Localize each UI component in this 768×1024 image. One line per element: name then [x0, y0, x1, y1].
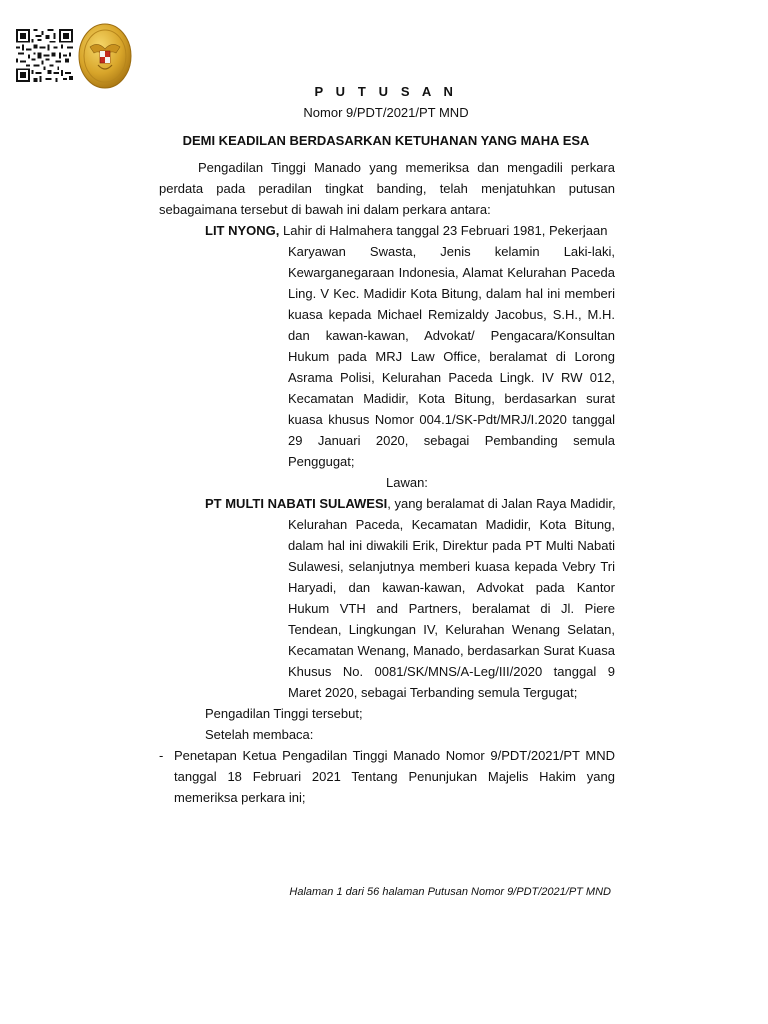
party1-details: Karyawan Swasta, Jenis kelamin Laki-laki, Kewarganegaraan Indonesia, Alamat Kelurahan Paceda Ling. V Kec. Madidir Kota Bitung, dalam hal ini memberi kuasa kepada Michael Remizaldy Jacobus, S.H., M.H. dan kawan-kawan, Advokat/ Pengacara/Konsultan Hukum pada MRJ Law Office, beralamat di Lorong Asrama Polisi, Kelurahan Paceda Lingk. IV RW 012, Kecamatan Madidir, Kota Bitung, berdasarkan surat kuasa khusus Nomor 004.1/SK-Pdt/MRJ/I.2020 tanggal 29 Januari 2020, sebagai Pembanding semula Penggugat; [288, 244, 615, 469]
qr-code-icon [16, 29, 73, 82]
party2-first-line: , yang beralamat di Jalan Raya Madidir, [387, 496, 616, 511]
lawan-label: Lawan: [386, 475, 428, 490]
party1-name: LIT NYONG, [205, 223, 280, 238]
page-footer: Halaman 1 dari 56 halaman Putusan Nomor 9/PDT/2021/PT MND [289, 886, 611, 898]
intro-paragraph: Pengadilan Tinggi Manado yang memeriksa dan mengadili perkara perdata pada peradilan tingkat banding, telah menjatuhkan putusan sebagaimana tersebut di bawah ini dalam perkara antara: [159, 160, 615, 217]
party2-name: PT MULTI NABATI SULAWESI [205, 496, 388, 511]
party2-details: Kelurahan Paceda, Kecamatan Madidir, Kota Bitung, dalam hal ini diwakili Erik, Direktur pada PT Multi Nabati Sulawesi, selanjutnya memberi kuasa kepada Vebry Tri Haryadi, dan kawan-kawan, Advokat pada Kantor Hukum VTH and Partners, beralamat di Jl. Piere Tendean, Lingkungan IV, Kelurahan Wenang Selatan, Kecamatan Wenang, Manado, berdasarkan Surat Kuasa Khusus No. 0081/SK/MNS/A-Leg/III/2020 tanggal 9 Maret 2020, sebagai Terbanding semula Tergugat; [288, 517, 615, 700]
party2-header [205, 493, 616, 514]
pengadilan-line: Pengadilan Tinggi tersebut; [205, 706, 363, 721]
party1-first-line: Lahir di Halmahera tanggal 23 Februari 1981, Pekerjaan [283, 223, 608, 238]
document-title: P U T U S A N [314, 84, 458, 99]
list-bullet: - [159, 748, 164, 763]
list-item: Penetapan Ketua Pengadilan Tinggi Manado Nomor 9/PDT/2021/PT MND tanggal 18 Februari 2021 Tentang Penunjukan Majelis Hakim yang memeriksa perkara ini; [174, 748, 615, 805]
document-number: Nomor 9/PDT/2021/PT MND [303, 105, 469, 120]
document-invocation: DEMI KEADILAN BERDASARKAN KETUHANAN YANG MAHA ESA [182, 133, 590, 148]
garuda-emblem-icon [78, 23, 132, 89]
setelah-membaca-line: Setelah membaca: [205, 727, 314, 742]
party1-header [205, 220, 608, 241]
